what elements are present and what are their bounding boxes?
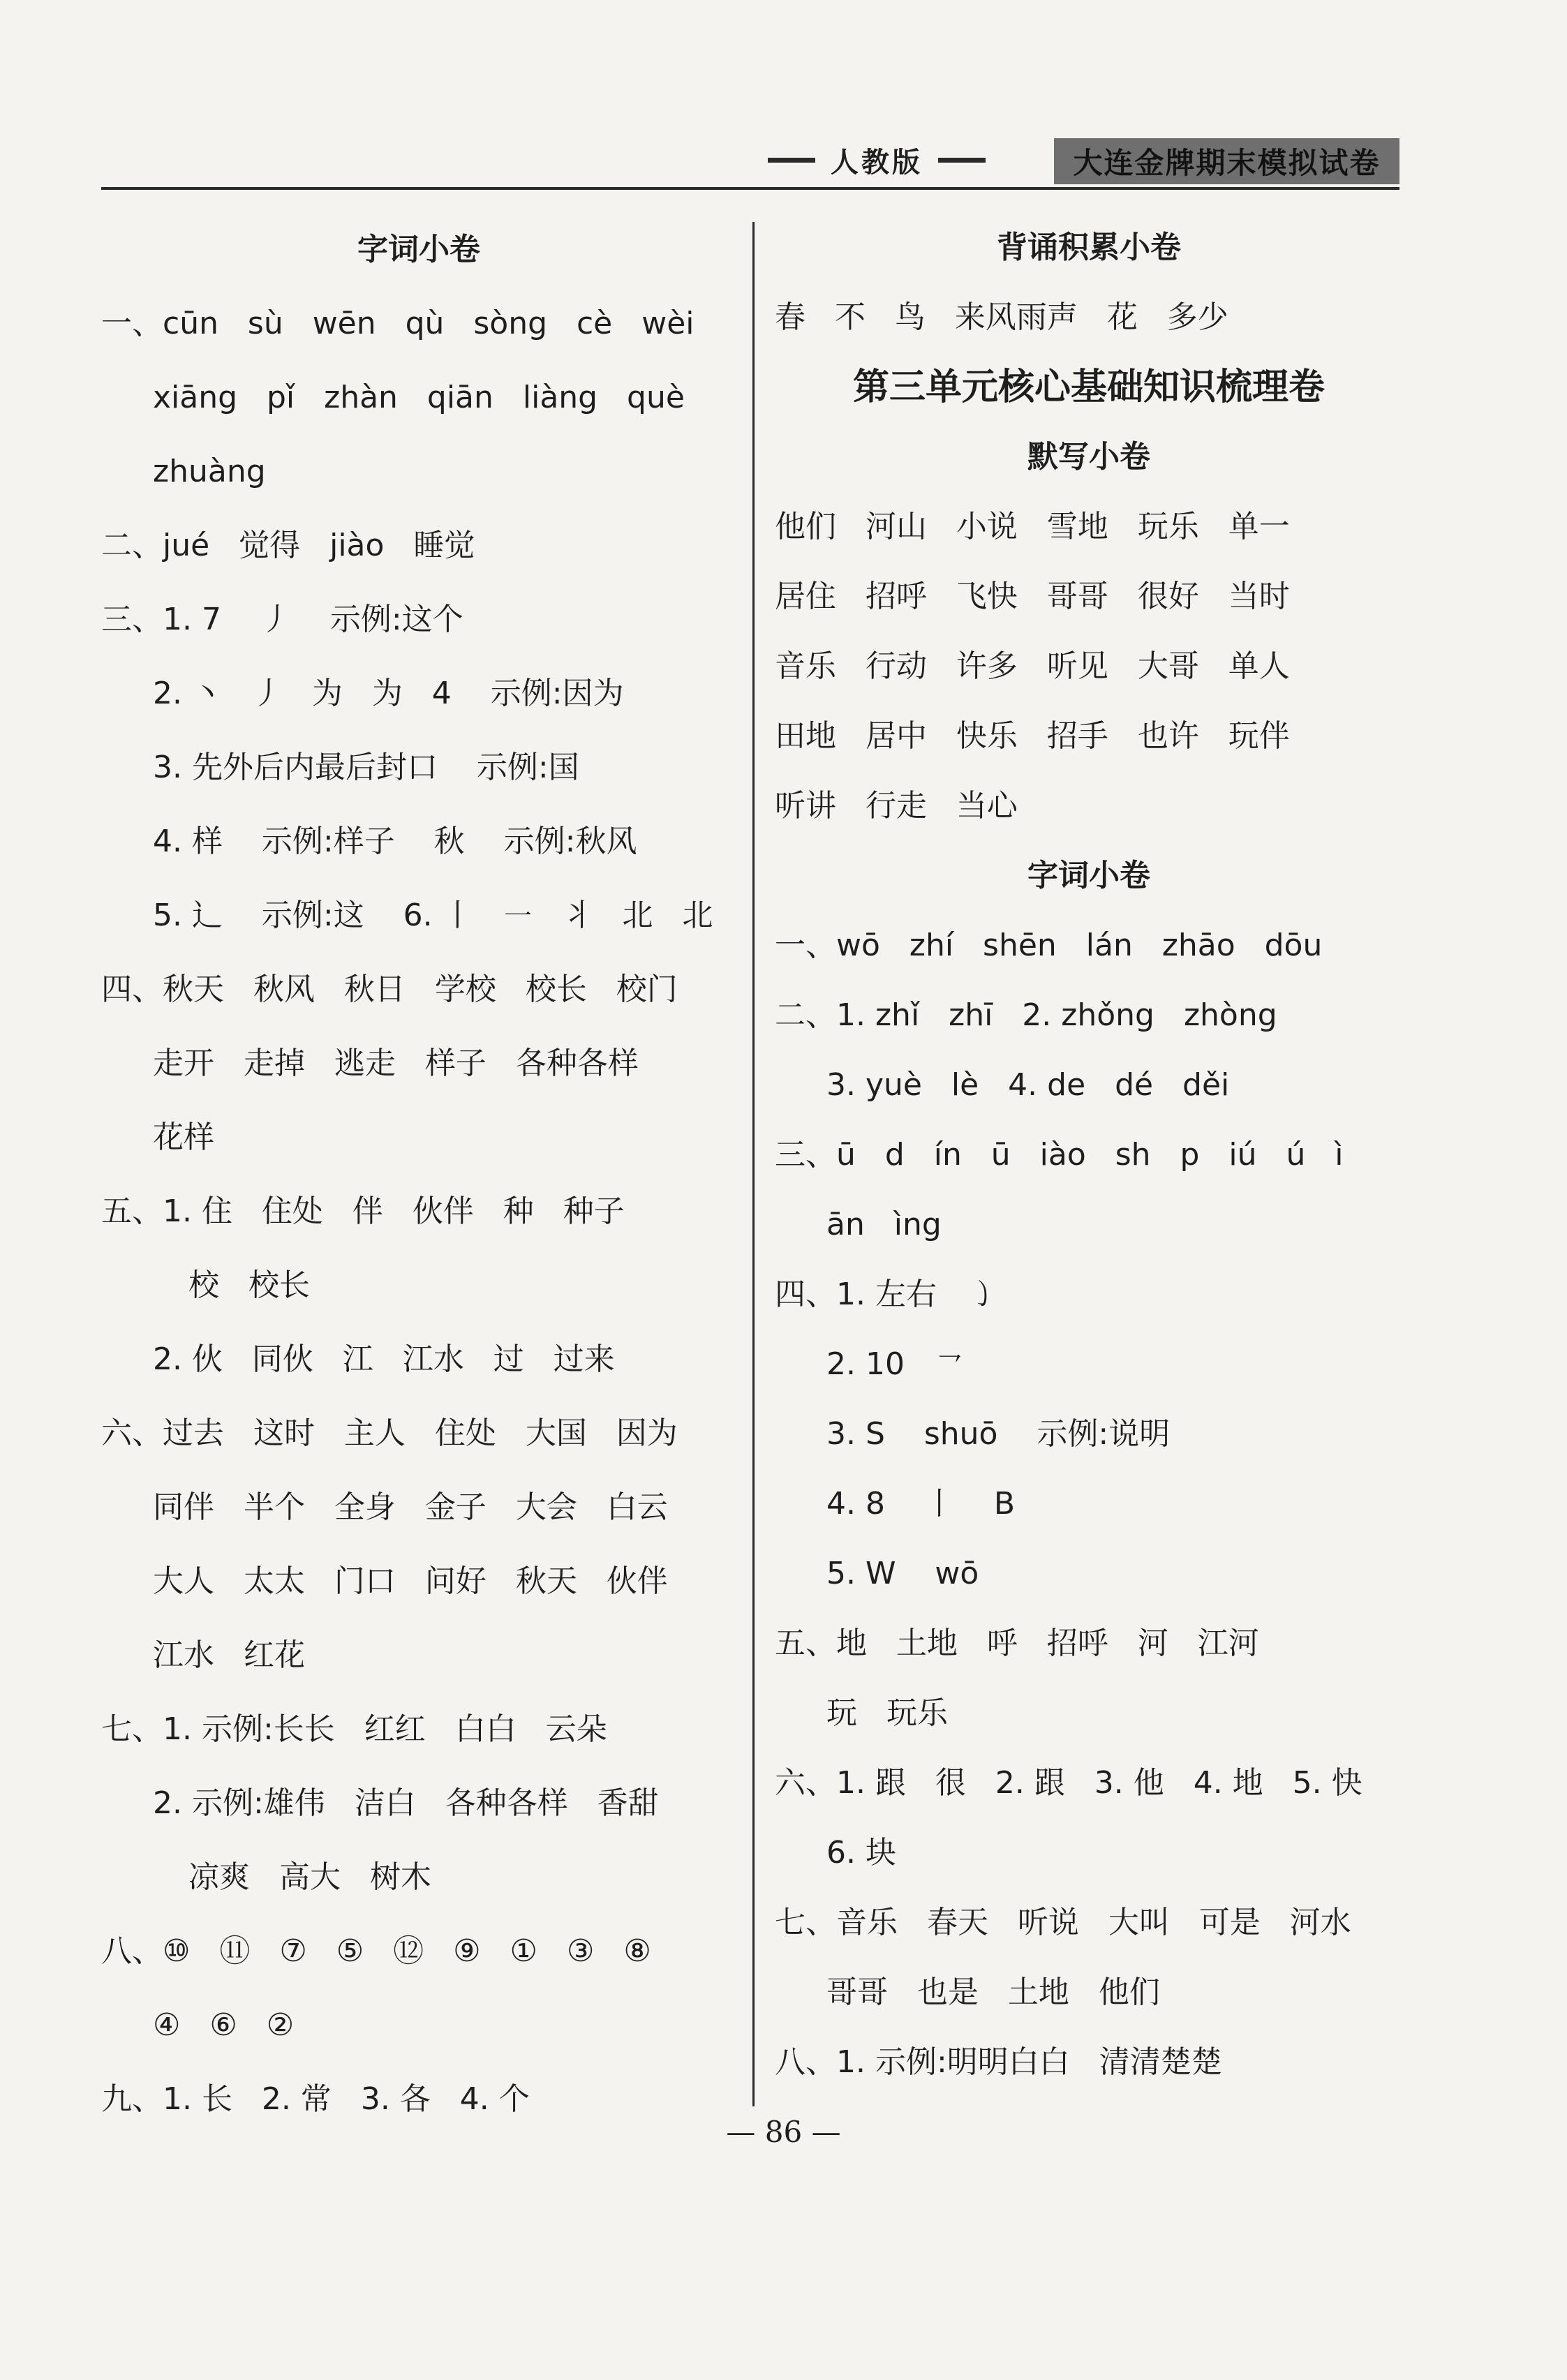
answer-line: 2. 丶 丿 为 为 4 示例:因为	[153, 676, 624, 711]
answer-line: 二、jué 觉得 jiào 睡觉	[101, 528, 475, 563]
column-divider	[752, 222, 755, 2106]
answer-line: 一、wō zhí shēn lán zhāo dōu	[775, 928, 1323, 963]
answer-line: 走开 走掉 逃走 样子 各种各样	[153, 1046, 639, 1081]
answer-line: 花样	[153, 1120, 214, 1155]
left-column	[101, 213, 736, 2136]
answer-line: 2. 10 ㇖	[826, 1346, 965, 1382]
answer-line: 一、cūn sù wēn qù sòng cè wèi	[101, 306, 695, 341]
edition-bar-right	[938, 158, 986, 163]
answer-line: 4. 样 示例:样子 秋 示例:秋风	[153, 824, 637, 859]
answer-line: xiāng pǐ zhàn qiān liàng què	[153, 380, 685, 415]
answer-line: 六、过去 这时 主人 住处 大国 因为	[101, 1415, 678, 1451]
answer-line: 五、1. 住 住处 伴 伙伴 种 种子	[101, 1193, 625, 1229]
answer-line: 八、1. 示例:明明白白 清清楚楚	[775, 2044, 1222, 2080]
answer-line: 3. S shuō 示例:说明	[826, 1416, 1171, 1452]
answer-line: 四、1. 左右 ㇁	[775, 1277, 997, 1312]
answer-line: 校 校长	[188, 1267, 310, 1303]
answer-line: 2. 伙 同伙 江 江水 过 过来	[153, 1341, 615, 1377]
answer-line: 二、1. zhǐ zhī 2. zhǒng zhòng	[775, 997, 1277, 1033]
answer-line: 春 不 鸟 来风雨声 花 多少	[775, 299, 1228, 335]
answer-line: 3. yuè lè 4. de dé děi	[826, 1067, 1230, 1103]
answer-line: 大人 太太 门口 问好 秋天 伙伴	[153, 1563, 668, 1599]
answer-line: 5. W wō	[826, 1556, 979, 1591]
section-title: 字词小卷	[1027, 858, 1150, 893]
section-title: 字词小卷	[357, 232, 480, 267]
answer-line: 五、地 土地 呼 招呼 河 江河	[775, 1626, 1259, 1661]
answer-line: 江水 红花	[153, 1637, 305, 1673]
answer-line: 七、1. 示例:长长 红红 白白 云朵	[101, 1711, 607, 1747]
unit-title: 第三单元核心基础知识梳理卷	[852, 366, 1325, 408]
answer-line: 玩 玩乐	[826, 1695, 948, 1731]
header-rule	[101, 187, 1399, 190]
edition-label: 人教版	[831, 145, 923, 179]
answer-line: 八、⑩ ⑪ ⑦ ⑤ ⑫ ⑨ ① ③ ⑧	[101, 1933, 651, 1969]
answer-line: 四、秋天 秋风 秋日 学校 校长 校门	[101, 972, 678, 1007]
section-title: 默写小卷	[1027, 439, 1150, 475]
answer-line: 3. 先外后内最后封口 示例:国	[153, 750, 579, 785]
answer-line: 哥哥 也是 土地 他们	[826, 1974, 1160, 2010]
series-banner: 大连金牌期末模拟试卷	[1054, 138, 1399, 184]
answer-line: 4. 8 丨 B	[826, 1486, 1016, 1522]
answer-line: 三、1. 7 丿 示例:这个	[101, 602, 463, 637]
edition-bar-left	[768, 158, 815, 163]
answer-line: 听讲 行走 当心	[775, 788, 1018, 824]
answer-line: 音乐 行动 许多 听见 大哥 单人	[775, 648, 1290, 684]
answer-line: 6. 块	[826, 1835, 896, 1870]
answer-line: 2. 示例:雄伟 洁白 各种各样 香甜	[153, 1785, 659, 1821]
page-number: — 86 —	[726, 2115, 841, 2149]
answer-line: 5. 辶 示例:这 6. 丨 ㇐ 丬 北 北	[153, 898, 713, 933]
answer-line: 居住 招呼 飞快 哥哥 很好 当时	[775, 579, 1290, 614]
section-title: 背诵积累小卷	[997, 230, 1181, 265]
answer-line: ān ìng	[826, 1207, 942, 1242]
answer-line: 六、1. 跟 很 2. 跟 3. 他 4. 地 5. 快	[775, 1765, 1362, 1801]
right-column	[775, 213, 1403, 2097]
answer-line: 三、ū d ín ū iào sh p iú ú ì	[775, 1137, 1344, 1173]
answer-line: 田地 居中 快乐 招手 也许 玩伴	[775, 718, 1290, 754]
answer-line: zhuàng	[153, 454, 266, 489]
header-edition	[768, 143, 986, 177]
answer-line: 他们 河山 小说 雪地 玩乐 单一	[775, 509, 1290, 544]
answer-line: 九、1. 长 2. 常 3. 各 4. 个	[101, 2081, 530, 2117]
answer-line: ④ ⑥ ②	[153, 2007, 295, 2043]
answer-line: 七、音乐 春天 听说 大叫 可是 河水	[775, 1905, 1351, 1940]
answer-line: 同伴 半个 全身 金子 大会 白云	[153, 1489, 668, 1525]
answer-line: 凉爽 高大 树木	[188, 1859, 431, 1895]
